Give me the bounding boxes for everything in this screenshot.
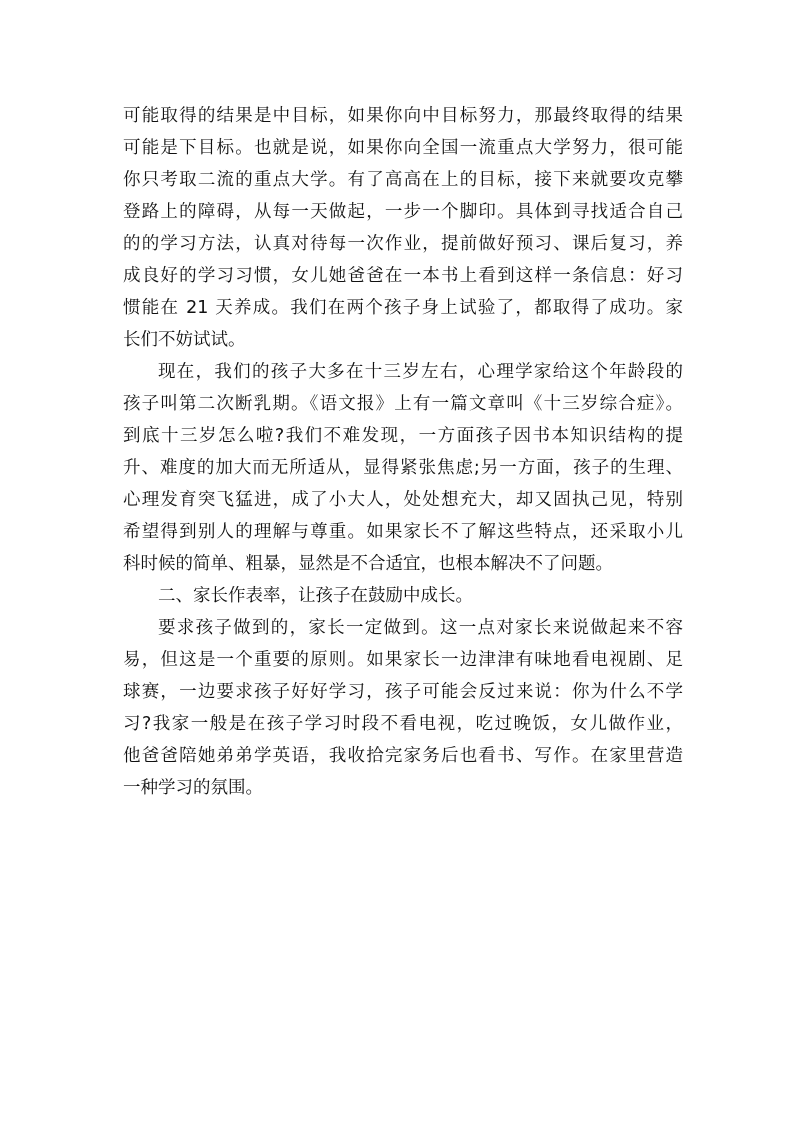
text-line: 习?我家一般是在孩子学习时段不看电视，吃过晚饭，女儿做作业，	[123, 714, 683, 734]
text-line: 惯能在 21 天养成。我们在两个孩子身上试验了，都取得了成功。家	[123, 298, 683, 318]
text-line: 升、难度的加大而无所适从，显得紧张焦虑;另一方面，孩子的生理、	[123, 458, 683, 478]
section-heading	[123, 580, 683, 612]
text-line: 一种学习的氛围。	[123, 778, 263, 798]
text-line: 他爸爸陪她弟弟学英语，我收拾完家务后也看书、写作。在家里营造	[123, 746, 683, 766]
paragraph	[123, 100, 683, 356]
paragraph	[123, 612, 683, 804]
text-line: 长们不妨试试。	[123, 330, 246, 350]
text-line: 你只考取二流的重点大学。有了高高在上的目标，接下来就要攻克攀	[123, 170, 683, 190]
text-line: 的的学习方法，认真对待每一次作业，提前做好预习、课后复习，养	[123, 234, 683, 254]
text-line: 希望得到别人的理解与尊重。如果家长不了解这些特点，还采取小儿	[123, 522, 683, 542]
text-line: 心理发育突飞猛进，成了小大人，处处想充大，却又固执己见，特别	[123, 490, 683, 510]
text-line: 要求孩子做到的，家长一定做到。这一点对家长来说做起来不容	[158, 618, 683, 638]
text-line: 成良好的学习习惯，女儿她爸爸在一本书上看到这样一条信息：好习	[123, 266, 683, 286]
text-line: 现在，我们的孩子大多在十三岁左右，心理学家给这个年龄段的	[158, 362, 683, 382]
text-line: 科时候的简单、粗暴，显然是不合适宜，也根本解决不了问题。	[123, 554, 613, 574]
text-line: 易，但这是一个重要的原则。如果家长一边津津有味地看电视剧、足	[123, 650, 683, 670]
text-line: 孩子叫第二次断乳期。《语文报》上有一篇文章叫《十三岁综合症》。	[123, 394, 683, 414]
text-line: 登路上的障碍，从每一天做起，一步一个脚印。具体到寻找适合自己	[123, 202, 683, 222]
text-line: 可能取得的结果是中目标，如果你向中目标努力，那最终取得的结果	[123, 106, 683, 126]
text-line: 可能是下目标。也就是说，如果你向全国一流重点大学努力，很可能	[123, 138, 683, 158]
paragraph	[123, 356, 683, 580]
text-line: 球赛，一边要求孩子好好学习，孩子可能会反过来说：你为什么不学	[123, 682, 683, 702]
text-line: 到底十三岁怎么啦?我们不难发现，一方面孩子因书本知识结构的提	[123, 426, 683, 446]
text-line: 二、家长作表率，让孩子在鼓励中成长。	[158, 586, 473, 606]
document-body	[123, 100, 683, 804]
